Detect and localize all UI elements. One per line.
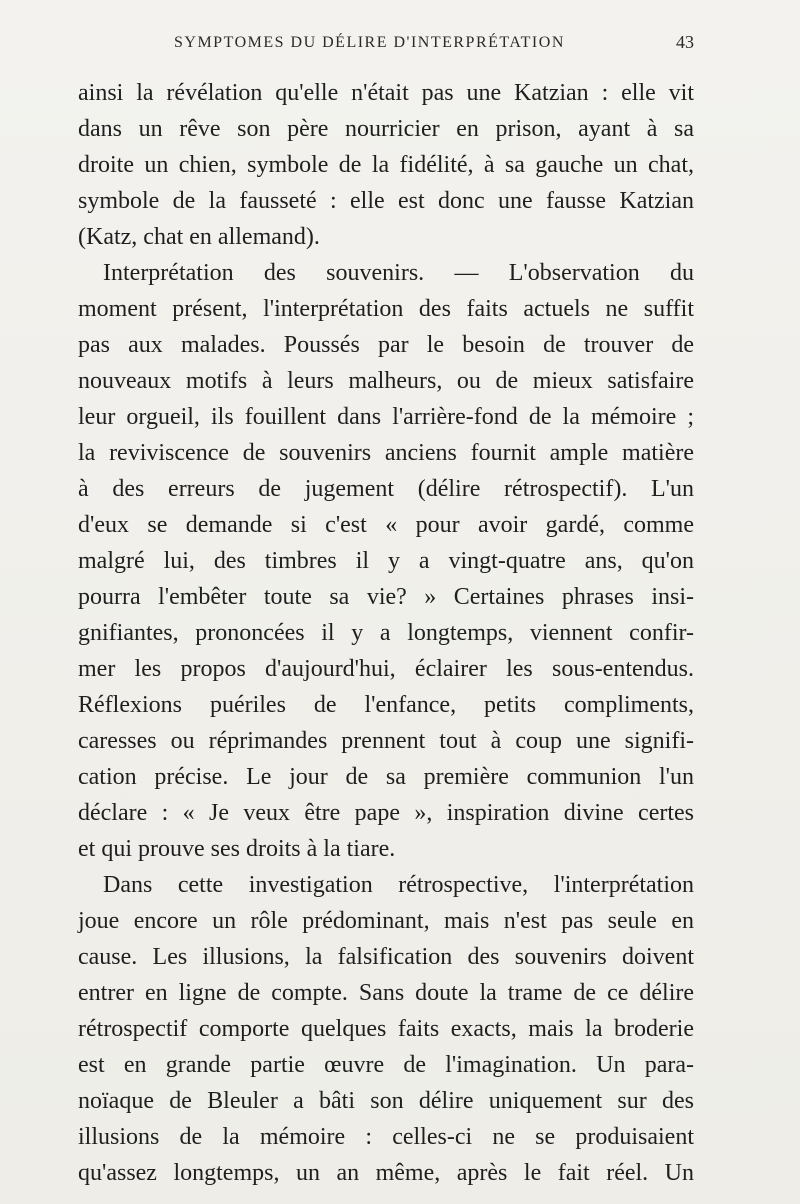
text-line: Dans cette investigation rétrospective, l'interprétation bbox=[103, 872, 694, 898]
text-line: symbole de la fausseté : elle est donc une fausse Katzian bbox=[78, 188, 694, 214]
text-line: pourra l'embêter toute sa vie? » Certaines phrases insi- bbox=[78, 584, 694, 610]
text-line: entrer en ligne de compte. Sans doute la trame de ce délire bbox=[78, 980, 694, 1006]
text-line: qu'assez longtemps, un an même, après le fait réel. Un bbox=[78, 1160, 694, 1186]
text-line: la reviviscence de souvenirs anciens fournit ample matière bbox=[78, 440, 694, 466]
text-line: cation précise. Le jour de sa première communion l'un bbox=[78, 764, 694, 790]
text-line: pas aux malades. Poussés par le besoin de trouver de bbox=[78, 332, 694, 358]
text-line: dans un rêve son père nourricier en prison, ayant à sa bbox=[78, 116, 694, 142]
text-line: droite un chien, symbole de la fidélité, à sa gauche un chat, bbox=[78, 152, 694, 178]
text-line: et qui prouve ses droits à la tiare. bbox=[78, 836, 396, 862]
text-line: cause. Les illusions, la falsification des souvenirs doivent bbox=[78, 944, 694, 970]
text-line: (Katz, chat en allemand). bbox=[78, 224, 320, 250]
text-line: d'eux se demande si c'est « pour avoir gardé, comme bbox=[78, 512, 694, 538]
text-line: ainsi la révélation qu'elle n'était pas une Katzian : elle vit bbox=[78, 80, 694, 106]
text-line: rétrospectif comporte quelques faits exacts, mais la broderie bbox=[78, 1016, 694, 1042]
text-line: illusions de la mémoire : celles-ci ne se produisaient bbox=[78, 1124, 694, 1150]
text-line: gnifiantes, prononcées il y a longtemps, viennent confir- bbox=[78, 620, 694, 646]
text-line: est en grande partie œuvre de l'imagination. Un para- bbox=[78, 1052, 694, 1078]
text-line: leur orgueil, ils fouillent dans l'arrière-fond de la mémoire ; bbox=[78, 404, 694, 430]
text-line: Réflexions puériles de l'enfance, petits compliments, bbox=[78, 692, 694, 718]
text-line: nouveaux motifs à leurs malheurs, ou de mieux satisfaire bbox=[78, 368, 694, 394]
text-line: noïaque de Bleuler a bâti son délire uniquement sur des bbox=[78, 1088, 694, 1114]
text-line: caresses ou réprimandes prennent tout à coup une signifi- bbox=[78, 728, 694, 754]
section-heading-line: Interprétation des souvenirs. — L'observation du bbox=[103, 260, 694, 286]
running-title: SYMPTOMES DU DÉLIRE D'INTERPRÉTATION bbox=[174, 34, 565, 51]
text-line: déclare : « Je veux être pape », inspiration divine certes bbox=[78, 800, 694, 826]
text-line: malgré lui, des timbres il y a vingt-quatre ans, qu'on bbox=[78, 548, 694, 574]
page-number: 43 bbox=[676, 32, 694, 52]
text-line: à des erreurs de jugement (délire rétrospectif). L'un bbox=[78, 476, 694, 502]
text-line: joue encore un rôle prédominant, mais n'est pas seule en bbox=[78, 908, 694, 934]
running-header bbox=[78, 34, 694, 62]
text-line: moment présent, l'interprétation des faits actuels ne suffit bbox=[78, 296, 694, 322]
text-line: mer les propos d'aujourd'hui, éclairer les sous-entendus. bbox=[78, 656, 694, 682]
